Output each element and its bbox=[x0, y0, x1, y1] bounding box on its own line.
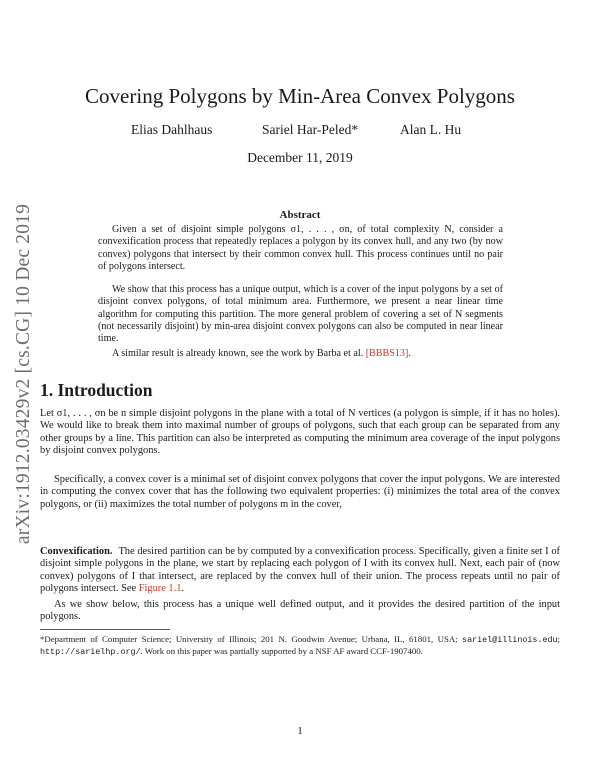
arxiv-stamp-text: arXiv:1912.03429v2 [cs.CG] 10 Dec 2019 bbox=[13, 203, 35, 545]
convexification-paragraph bbox=[40, 546, 560, 596]
intro-paragraph-2 bbox=[40, 474, 560, 511]
footnote-rule bbox=[40, 629, 170, 630]
convexification-title: Convexification. bbox=[40, 546, 113, 557]
abstract-text-3: A similar result is already known, see the work by Barba et al. bbox=[112, 348, 364, 359]
convexification-end: . bbox=[181, 583, 185, 595]
abstract-text-3-end: . bbox=[408, 348, 411, 359]
intro-paragraph-4 bbox=[40, 599, 560, 624]
footnote-text: *Department of Computer Science; University of Illinois; 201 N. Goodwin Avenue; Urbana, IL, 61801, USA; bbox=[40, 634, 458, 644]
footnote-email[interactable]: sariel@illinois.edu bbox=[462, 635, 558, 645]
citation-bbbs13[interactable]: [BBBS13] bbox=[365, 348, 409, 359]
abstract-paragraph-1 bbox=[98, 224, 503, 273]
intro-text-4: As we show below, this process has a unique well defined output, and it provides the desired partition of the input polygons. bbox=[40, 599, 560, 623]
author-list bbox=[0, 122, 600, 142]
arxiv-stamp bbox=[8, 184, 40, 564]
section-title: Introduction bbox=[57, 380, 153, 400]
abstract-paragraph-3 bbox=[98, 348, 503, 360]
intro-paragraph-1 bbox=[40, 408, 560, 458]
footnote-tail: . Work on this paper was partially supported by a NSF AF award CCF-1907400. bbox=[140, 646, 423, 656]
abstract-paragraph-2 bbox=[98, 284, 503, 345]
paper-date: December 11, 2019 bbox=[247, 150, 353, 165]
section-number: 1. bbox=[40, 380, 54, 400]
author-3: Alan L. Hu bbox=[400, 122, 462, 137]
abstract-text-1: Given a set of disjoint simple polygons σ1, . . . , σn, of total complexity N, consider a convexification process that repeatedly replaces a polygon by its convex hull, and any two (by now convex) polygons that intersect by their common convex hull. This process continues until no pair of polygons intersect. bbox=[98, 224, 503, 272]
footnote-separator: ; bbox=[557, 634, 560, 644]
intro-text-1: Let σ1, . . . , σn be n simple disjoint polygons in the plane with a total of N vertices (a polygon is simple, if it has no holes). We would like to break them into maximal number of groups of polygons, such that each group can be separated from any other groups by a line. This partition can also be interpreted as computing the minimum area coverage of the input polygons by disjoint convex polygons. bbox=[40, 408, 560, 457]
abstract-heading: Abstract bbox=[279, 209, 321, 221]
author-1: Elias Dahlhaus bbox=[131, 122, 213, 137]
page-number: 1 bbox=[297, 725, 303, 737]
figure-1-1-link[interactable]: Figure 1.1 bbox=[138, 583, 182, 595]
section-heading-introduction bbox=[40, 380, 152, 401]
footnote bbox=[40, 634, 560, 658]
paper-title: Covering Polygons by Min-Area Convex Polygons bbox=[85, 84, 515, 108]
footnote-url[interactable]: http://sarielhp.org/ bbox=[40, 647, 141, 657]
abstract-text-2: We show that this process has a unique output, which is a cover of the input polygons by a set of disjoint convex polygons, of total minimum area. Furthermore, we present a near linear time algorithm for computing this partition. The more general problem of covering a set of N segments (not necessarily disjoint) by min-area disjoint convex polygons can also be computed in near linear time. bbox=[98, 284, 503, 345]
convexification-text: The desired partition can be by computed by a convexification process. Specifically, given a finite set I of disjoint simple polygons in the plane, we start by replacing each polygon of I with its convex hull. Next, each pair of (now convex) polygons of I that intersect, are replaced by the convex hull of their union. The process repeats until no pair of polygons intersect. See bbox=[40, 546, 560, 595]
author-2: Sariel Har-Peled* bbox=[262, 122, 359, 137]
intro-text-2: Specifically, a convex cover is a minimal set of disjoint convex polygons that cover the input polygons. We are interested in computing the convex cover that has the following two equivalent properties: (i) minimizes the total area of the convex polygons, or (ii) maximizes the total number of polygons m in the cover, bbox=[40, 474, 560, 510]
